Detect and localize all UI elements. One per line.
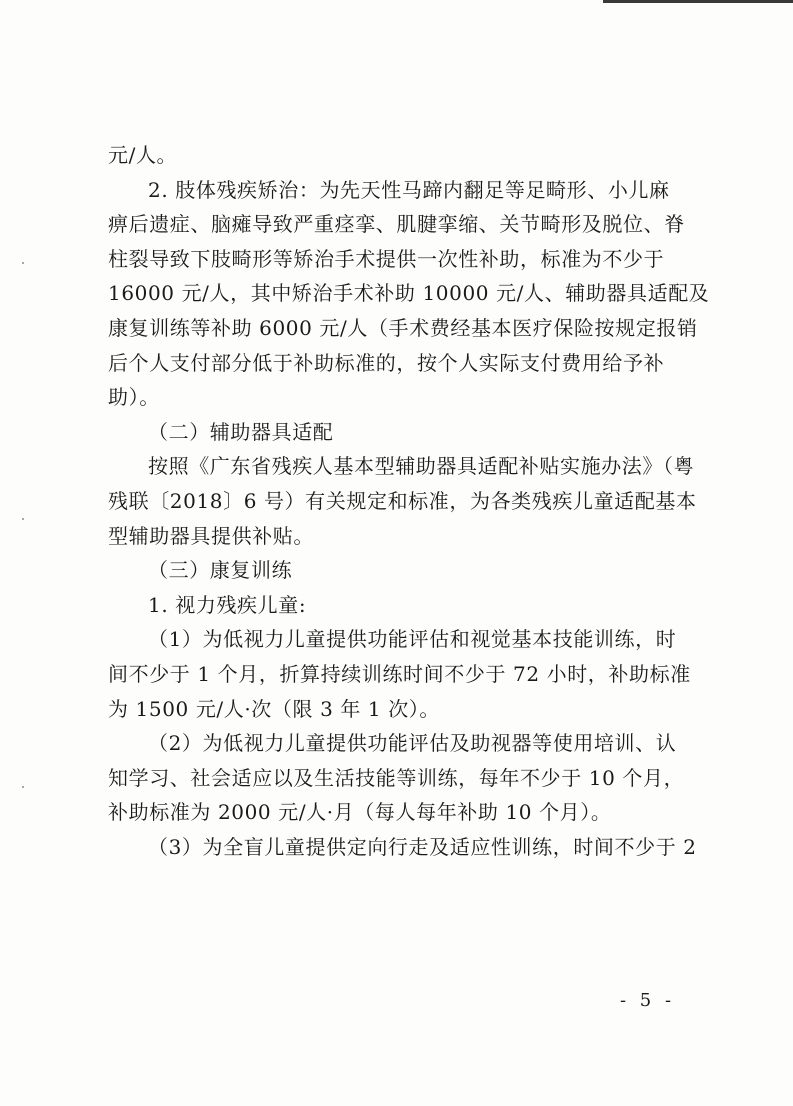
text-line: （3）为全盲儿童提供定向行走及适应性训练，时间不少于 2 — [148, 834, 697, 859]
body-text — [108, 138, 710, 864]
text-line: （1）为低视力儿童提供功能评估和视觉基本技能训练，时 — [148, 627, 677, 652]
scan-edge-mark — [603, 0, 793, 3]
text-line: 后个人支付部分低于补助标准的，按个人实际支付费用给予补 — [108, 350, 665, 375]
text-line: 为 1500 元/人·次（限 3 年 1 次）。 — [108, 696, 440, 721]
text-line: （2）为低视力儿童提供功能评估及助视器等使用培训、认 — [148, 731, 677, 756]
text-line: 知学习、社会适应以及生活技能等训练，每年不少于 10 个月， — [108, 765, 685, 790]
page-number: - 5 - — [620, 990, 676, 1011]
binding-hole-mark — [22, 262, 24, 264]
text-line: 间不少于 1 个月，折算持续训练时间不少于 72 小时，补助标准 — [108, 661, 691, 686]
text-line: 康复训练等补助 6000 元/人（手术费经基本医疗保险按规定报销 — [108, 315, 698, 340]
binding-hole-mark — [22, 518, 24, 520]
text-line: 型辅助器具提供补贴。 — [108, 523, 314, 548]
text-line: 残联〔2018〕6 号）有关规定和标准，为各类残疾儿童适配基本 — [108, 488, 697, 513]
binding-hole-mark — [22, 786, 24, 788]
text-line: 2. 肢体残疾矫治：为先天性马蹄内翻足等足畸形、小儿麻 — [148, 177, 670, 202]
text-line: （二）辅助器具适配 — [148, 419, 334, 444]
text-line: （三）康复训练 — [148, 558, 293, 583]
text-line: 16000 元/人，其中矫治手术补助 10000 元/人、辅助器具适配及 — [108, 281, 710, 306]
text-line: 按照《广东省残疾人基本型辅助器具适配补贴实施办法》（粤 — [148, 454, 695, 479]
text-line: 助）。 — [108, 385, 160, 410]
text-line: 1. 视力残疾儿童: — [148, 592, 307, 617]
text-line: 补助标准为 2000 元/人·月（每人每年补助 10 个月）。 — [108, 800, 612, 825]
text-line: 元/人。 — [108, 143, 178, 167]
text-line: 痹后遗症、脑瘫导致严重痉挛、肌腱挛缩、关节畸形及脱位、脊 — [108, 212, 685, 237]
text-line: 柱裂导致下肢畸形等矫治手术提供一次性补助，标准为不少于 — [108, 246, 665, 271]
